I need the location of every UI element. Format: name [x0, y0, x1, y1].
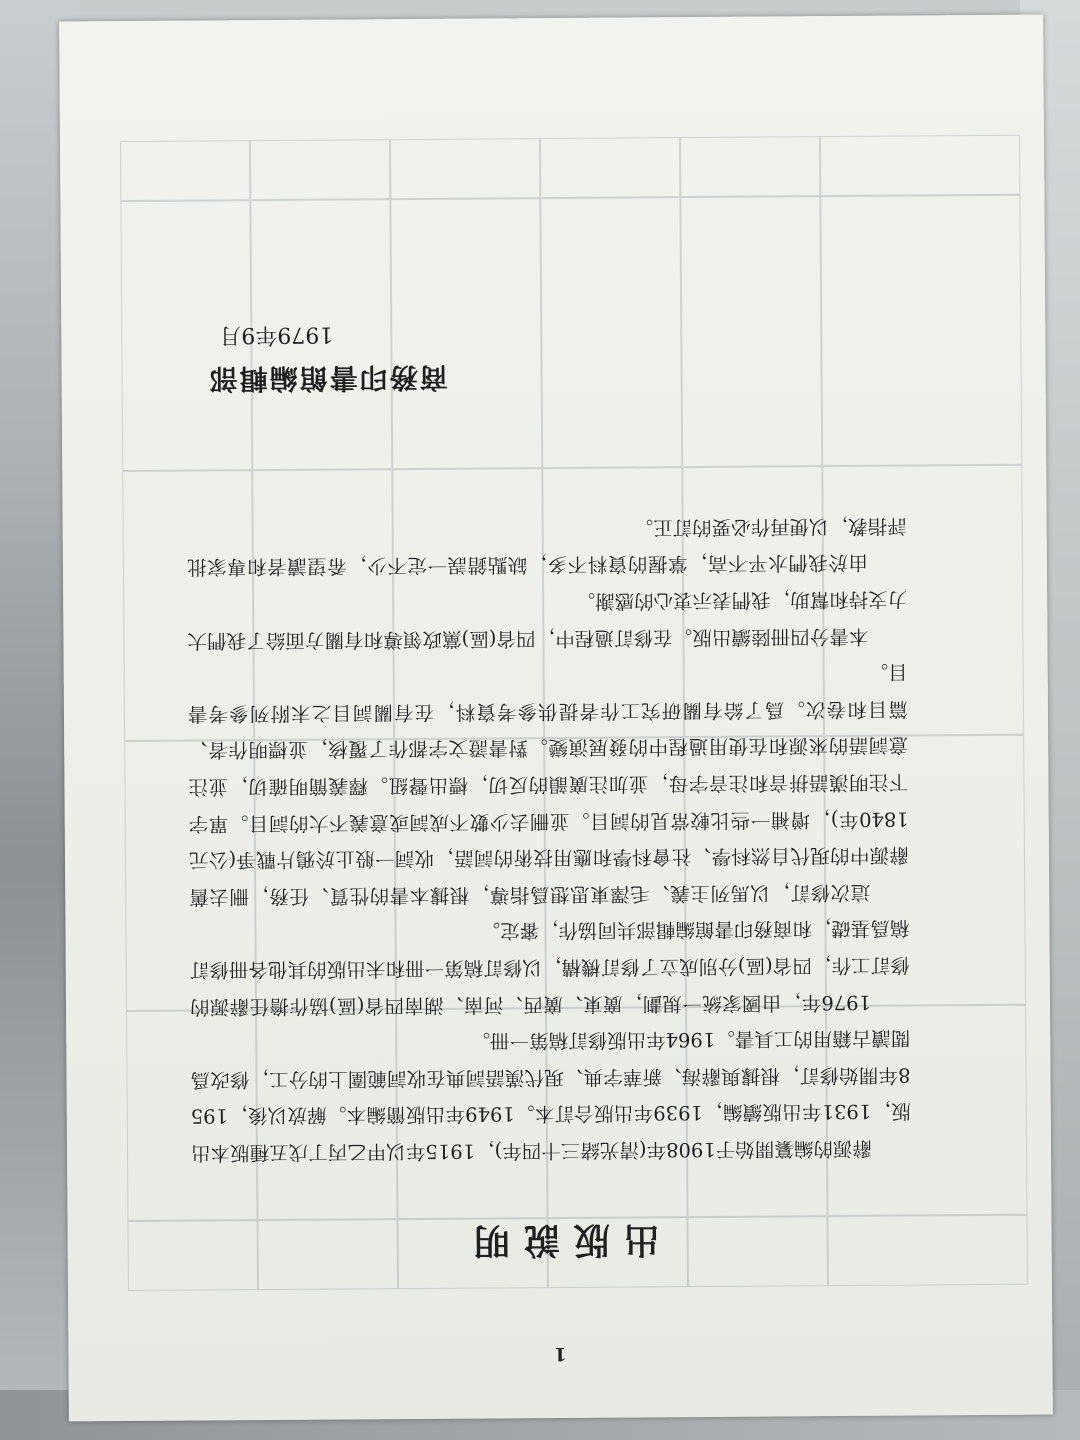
paragraph-4: 本書分四冊陸續出版。在修訂過程中，四省(區)黨政領導和有關方面給了我們大力支持和幫助，我們表示衷心的感謝。 — [187, 587, 908, 653]
body-text — [187, 507, 912, 1171]
paragraph-3: 這次修訂，以馬列主義、毛澤東思想爲指導，根據本書的性質、任務，刪去舊辭源中的現代自然科學、社會科學和應用技術的詞語，收詞一般止於鴉片戰爭(公元1840年)，增補一些比較常見的詞目。並刪去少數不成詞或意義不大的詞目。單字下注明漢語拼音和注音字母，並加注廣韻的反切，標出聲紐。釋義簡明確切，並注意詞語的來源和在使用過程中的發展演變。對書證文字都作了覆核，並標明作者、篇目和卷次。爲了給有關研究工作者提供參考資料，在有關詞目之末附列參考書目。 — [187, 660, 910, 909]
paragraph-2: 1976年，由國家統一規劃，廣東、廣西、河南、湖南四省(區)協作擔任辭源的修訂工作，四省(區)分別成立了修訂機構，以修訂稿第一冊和未出版的其他各冊修訂稿爲基礎，和商務印書館編輯部共同協作，審定。 — [189, 916, 910, 1019]
paragraph-1: 辭源的編纂開始于1908年(清光緒三十四年)，1915年以甲乙丙丁戊五種版本出版，1931年出版續編，1939年出版合訂本。1949年出版簡編本。解放以後，1958年開始修訂，根據與辭海、新華字典、現代漢語詞典在收詞範圍上的分工，修改爲閲讀古籍用的工具書。1964年出版修訂稿第一冊。 — [190, 1026, 911, 1165]
page-title: 出版說明 — [459, 1218, 660, 1262]
paragraph-5: 由於我們水平不高，掌握的資料不多，缺點錯誤一定不少，希望讀者和專家批評指教，以便再作必要的訂正。 — [186, 514, 907, 580]
book-page — [59, 15, 1053, 1422]
printed-content — [59, 15, 1053, 1422]
page-number: 1 — [554, 1342, 567, 1365]
publisher-name: 商務印書館編輯部 — [207, 360, 448, 396]
signature-block — [207, 320, 448, 401]
publication-date: 1979年9月 — [219, 321, 334, 348]
